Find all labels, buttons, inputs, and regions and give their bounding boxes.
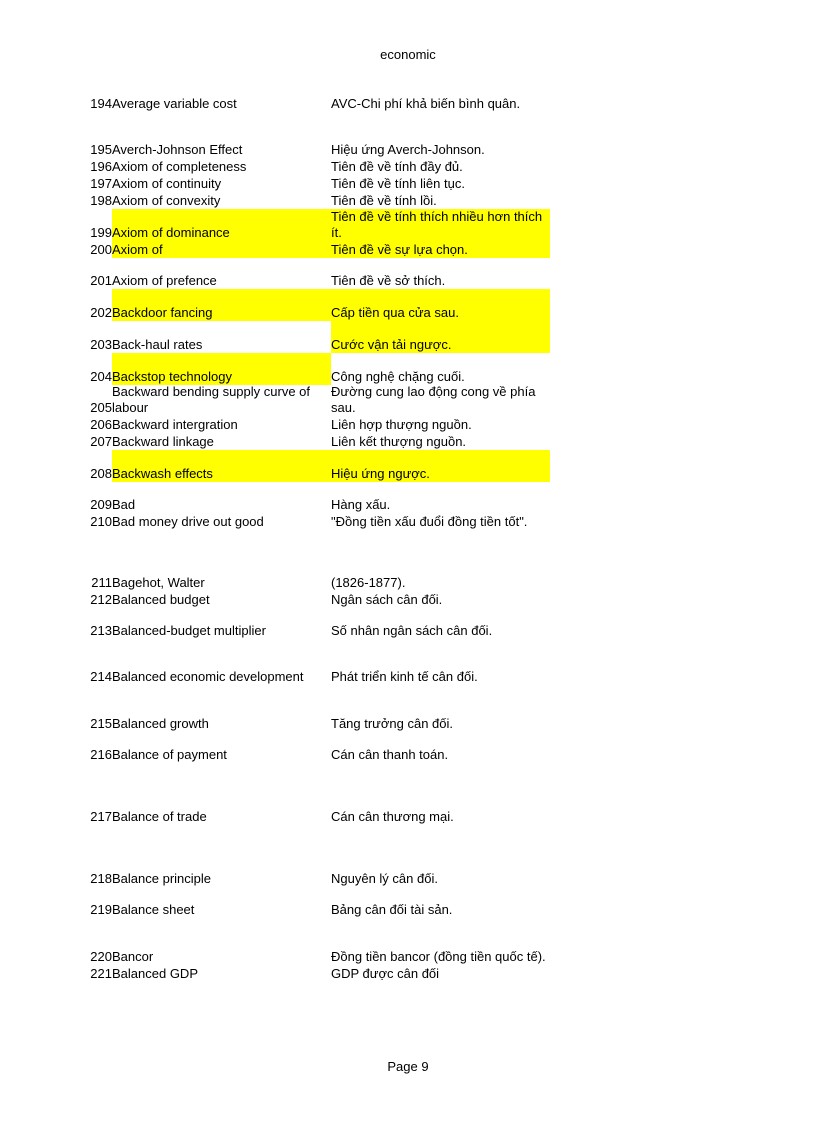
row-definition: Tiên đề về tính đầy đủ.	[331, 159, 463, 174]
row-term-highlight	[112, 241, 331, 258]
row-number: 213	[90, 623, 112, 638]
row-number: 220	[90, 949, 112, 964]
row-term: Backward linkage	[112, 434, 214, 449]
row-definition: Tiên đề về tính liên tục.	[331, 176, 465, 191]
table-row	[0, 433, 816, 450]
row-term: Backward bending supply curve of labour	[112, 384, 311, 415]
row-term: Balance sheet	[112, 902, 195, 917]
row-number: 214	[90, 669, 112, 684]
row-number: 200	[90, 242, 112, 257]
row-term-highlight	[112, 289, 331, 321]
table-row	[0, 94, 816, 112]
row-term-highlight	[112, 450, 331, 482]
row-number: 202	[90, 305, 112, 320]
row-definition-highlight	[331, 450, 550, 482]
table-row	[0, 482, 816, 513]
table-row	[0, 385, 816, 416]
row-number: 204	[90, 369, 112, 384]
table-row	[0, 416, 816, 433]
row-term: Balanced budget	[112, 592, 210, 607]
row-term: Back-haul rates	[112, 337, 203, 352]
row-term: Balance principle	[112, 871, 212, 886]
table-row	[0, 639, 816, 685]
row-definition: Số nhân ngân sách cân đối.	[331, 623, 493, 638]
table-row	[0, 513, 816, 530]
row-term: Bagehot, Walter	[112, 575, 205, 590]
row-number: 206	[90, 417, 112, 432]
row-definition: Tiên đề về tính thích nhiều hơn thích ít.	[331, 209, 543, 240]
row-definition: Tiên đề về sự lựa chọn.	[331, 242, 468, 257]
row-term: Balanced economic development	[112, 669, 304, 684]
row-definition: Cán cân thanh toán.	[331, 747, 449, 762]
row-definition: Hiệu ứng ngược.	[331, 466, 430, 481]
row-number: 216	[90, 747, 112, 762]
row-number: 203	[90, 337, 112, 352]
row-definition: Cán cân thương mại.	[331, 809, 454, 824]
row-definition: Đồng tiền bancor (đồng tiền quốc tế).	[331, 949, 546, 964]
row-definition: Hàng xấu.	[331, 497, 391, 512]
row-definition-highlight	[331, 241, 550, 258]
table-row	[0, 825, 816, 887]
row-term: Bancor	[112, 949, 154, 964]
page-header: economic	[380, 47, 436, 62]
table-row	[0, 732, 816, 763]
row-term: Balanced-budget multiplier	[112, 623, 266, 638]
row-term-highlight	[112, 353, 331, 385]
table-row	[0, 289, 816, 321]
row-number: 207	[90, 434, 112, 449]
row-number: 217	[90, 809, 112, 824]
table-row	[0, 591, 816, 608]
row-number: 194	[90, 96, 112, 111]
row-definition: Nguyên lý cân đối.	[331, 871, 438, 886]
row-term: Axiom of dominance	[112, 225, 230, 240]
row-definition: GDP được cân đối	[331, 966, 440, 981]
row-number: 215	[90, 716, 112, 731]
row-term: Backwash effects	[112, 466, 213, 481]
row-number: 197	[90, 176, 112, 191]
table-row	[0, 241, 816, 258]
table-row	[0, 608, 816, 639]
row-number: 210	[90, 514, 112, 529]
row-number: 219	[90, 902, 112, 917]
row-definition: Tiên đề về sở thích.	[331, 273, 446, 288]
row-term: Backstop technology	[112, 369, 232, 384]
row-definition: Hiệu ứng Averch-Johnson.	[331, 142, 485, 157]
row-number: 218	[90, 871, 112, 886]
row-term: Axiom of prefence	[112, 273, 217, 288]
table-row	[0, 965, 816, 982]
table-row	[0, 918, 816, 965]
row-number: 209	[90, 497, 112, 512]
table-row	[0, 258, 816, 289]
row-number: 212	[90, 592, 112, 607]
table-row	[0, 763, 816, 825]
row-term: Balanced growth	[112, 716, 209, 731]
table-row	[0, 158, 816, 175]
row-definition: Công nghệ chặng cuối.	[331, 369, 465, 384]
row-term: Axiom of continuity	[112, 176, 222, 191]
row-term: Averch-Johnson Effect	[112, 142, 243, 157]
table-row	[0, 175, 816, 192]
row-definition-highlight	[331, 321, 550, 353]
row-term: Axiom of completeness	[112, 159, 247, 174]
row-number: 201	[90, 273, 112, 288]
row-number: 195	[90, 142, 112, 157]
row-term: Backdoor fancing	[112, 305, 213, 320]
row-number: 198	[90, 193, 112, 208]
table-row	[0, 142, 816, 158]
row-definition-highlight	[331, 209, 550, 241]
row-term: Bad	[112, 497, 136, 512]
table-row	[0, 450, 816, 482]
table-row	[0, 887, 816, 918]
row-definition: Ngân sách cân đối.	[331, 592, 443, 607]
row-definition: Đường cung lao động cong về phía sau.	[331, 384, 536, 415]
row-definition: Liên kết thượng nguồn.	[331, 434, 467, 449]
row-number: 221	[90, 966, 112, 981]
row-definition: Tiên đề về tính lồi.	[331, 193, 437, 208]
row-term-highlight	[112, 209, 331, 241]
row-definition: Tăng trưởng cân đối.	[331, 716, 454, 731]
row-number: 199	[90, 225, 112, 240]
row-term: Balance of payment	[112, 747, 227, 762]
row-number: 196	[90, 159, 112, 174]
row-definition-highlight	[331, 289, 550, 321]
page-number: Page 9	[387, 1059, 429, 1074]
table-row	[0, 685, 816, 732]
row-number: 211	[91, 575, 112, 590]
table-row	[0, 353, 816, 385]
row-definition: Liên hợp thượng nguồn.	[331, 417, 472, 432]
row-definition: (1826-1877).	[331, 575, 406, 590]
row-definition: AVC-Chi phí khả biến bình quân.	[331, 96, 521, 111]
row-term: Balanced GDP	[112, 966, 198, 981]
row-number: 205	[90, 400, 112, 415]
table-row	[0, 209, 816, 241]
row-number: 208	[90, 466, 112, 481]
table-row	[0, 321, 816, 353]
row-definition: Phát triển kinh tế cân đối.	[331, 669, 478, 684]
row-term: Axiom of convexity	[112, 193, 221, 208]
row-term: Backward intergration	[112, 417, 238, 432]
row-term: Axiom of	[112, 242, 163, 257]
row-term: Average variable cost	[112, 96, 237, 111]
row-term: Bad money drive out good	[112, 514, 264, 529]
row-definition: Cấp tiền qua cửa sau.	[331, 305, 459, 320]
table-row	[0, 192, 816, 209]
row-definition: Cước vận tải ngược.	[331, 337, 452, 352]
row-term: Balance of trade	[112, 809, 207, 824]
row-definition: Bảng cân đối tài sản.	[331, 902, 453, 917]
table-row	[0, 574, 816, 591]
row-definition: "Đồng tiền xấu đuổi đồng tiền tốt".	[331, 514, 528, 529]
